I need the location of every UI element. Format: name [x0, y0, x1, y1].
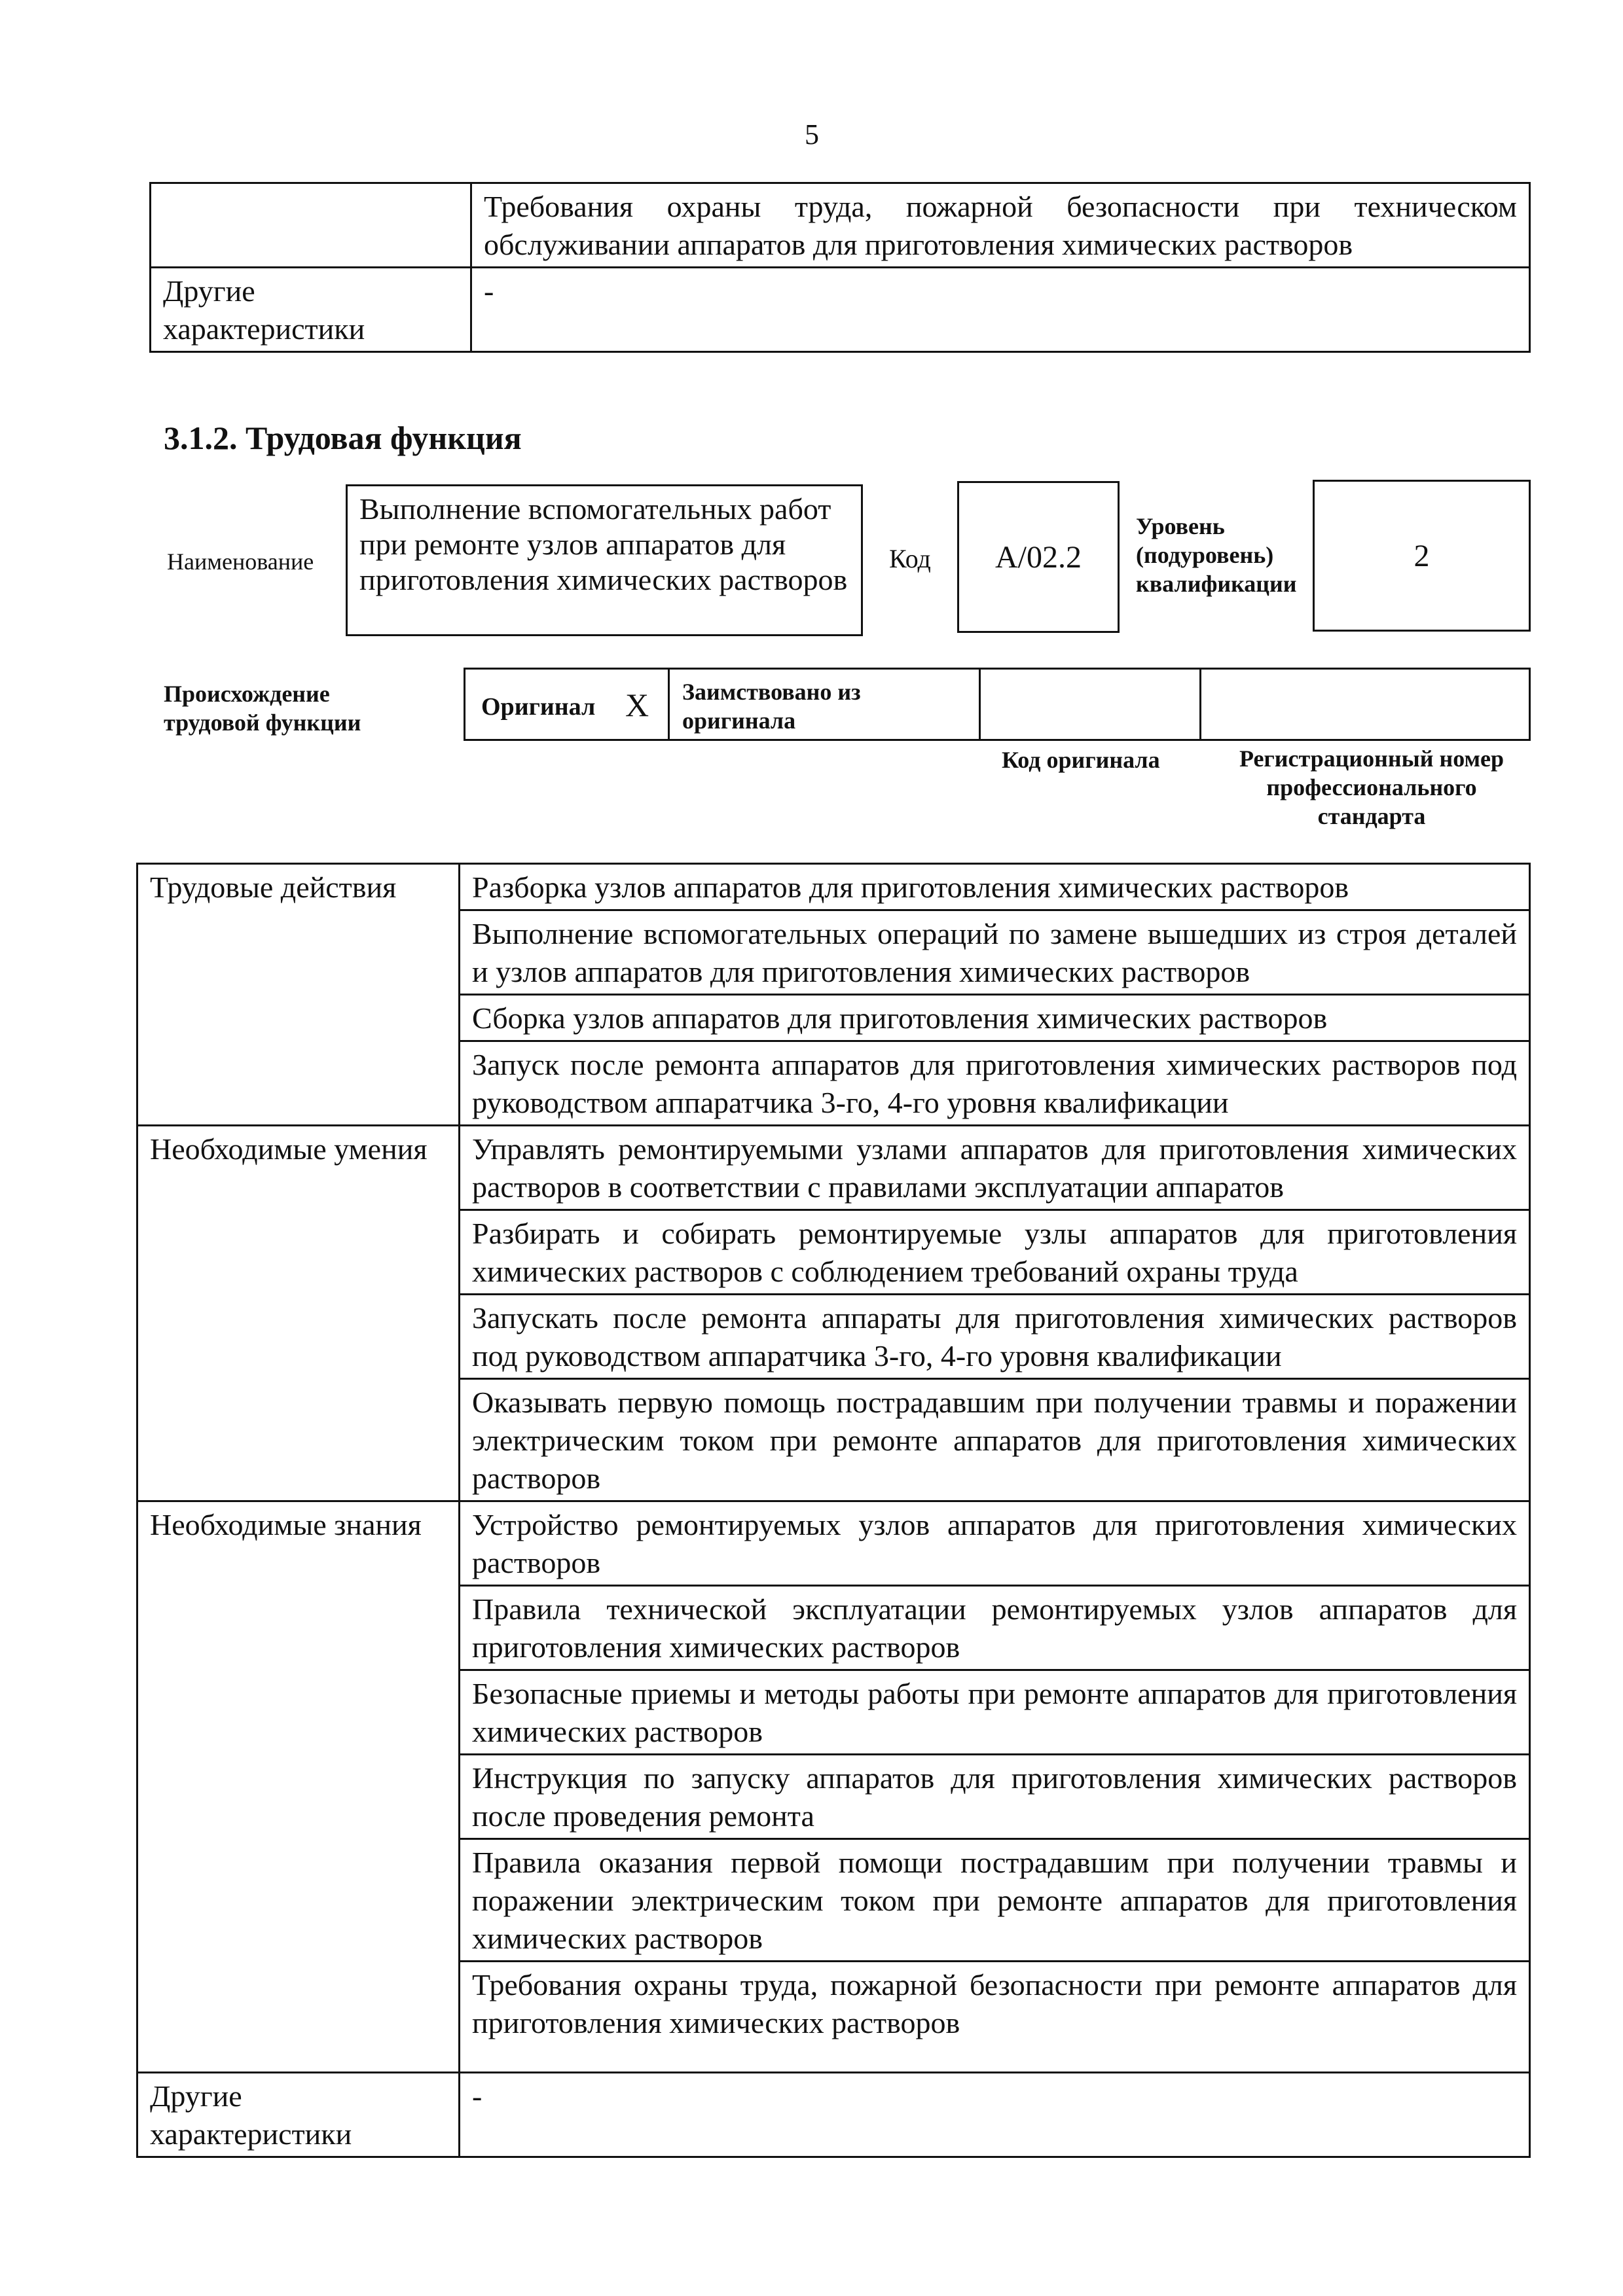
skill-item: Оказывать первую помощь пострадавшим при получении травмы и поражении электрическим током при ремонте аппаратов для приготовления химических растворов	[460, 1379, 1530, 1501]
knowledge-label: Необходимые знания	[137, 1501, 460, 2073]
knowledge-item: Безопасные приемы и методы работы при ремонте аппаратов для приготовления химических растворов	[460, 1670, 1530, 1755]
reg-number-caption: Регистрационный номер профессионального стандарта	[1239, 745, 1504, 829]
original-label: Оригинал	[481, 693, 596, 721]
main-table	[136, 863, 1531, 2158]
knowledge-item: Правила оказания первой помощи пострадавшим при получении травмы и поражении электрическим током при ремонте аппаратов для приготовления химических растворов	[460, 1839, 1530, 1962]
top-table-other-value: -	[471, 268, 1530, 352]
code-label: Код	[889, 544, 931, 573]
origin-divider-1	[668, 668, 670, 741]
origin-label: Происхождение трудовой функции	[164, 681, 361, 736]
origin-box	[464, 668, 1531, 741]
skill-item: Управлять ремонтируемыми узлами аппаратов для приготовления химических растворов в соответствии с правилами эксплуатации аппаратов	[460, 1126, 1530, 1210]
code-value: А/02.2	[995, 539, 1082, 575]
skill-item: Разбирать и собирать ремонтируемые узлы аппаратов для приготовления химических растворов с соблюдением требований охраны труда	[460, 1210, 1530, 1295]
action-item: Разборка узлов аппаратов для приготовления химических растворов	[460, 864, 1530, 910]
name-label: Наименование	[167, 548, 314, 575]
level-box	[1313, 480, 1531, 632]
code-box	[957, 481, 1120, 633]
other-value: -	[460, 2073, 1530, 2157]
action-item: Выполнение вспомогательных операций по замене вышедших из строя деталей и узлов аппаратов для приготовления химических растворов	[460, 910, 1530, 995]
code-original-caption: Код оригинала	[1002, 747, 1160, 773]
borrowed-label: Заимствовано из оригинала	[682, 679, 861, 734]
function-name-value: Выполнение вспомогательных работ при ремонте узлов аппаратов для приготовления химических растворов	[359, 492, 848, 596]
origin-divider-3	[1199, 668, 1201, 741]
original-mark: X	[625, 687, 649, 723]
top-table-empty-cell	[151, 183, 471, 268]
knowledge-item: Устройство ремонтируемых узлов аппаратов для приготовления химических растворов	[460, 1501, 1530, 1586]
top-table-requirement: Требования охраны труда, пожарной безопасности при техническом обслуживании аппаратов для приготовления химических растворов	[471, 183, 1530, 268]
knowledge-item: Инструкция по запуску аппаратов для приготовления химических растворов после проведения ремонта	[460, 1755, 1530, 1839]
action-item: Запуск после ремонта аппаратов для приготовления химических растворов под руководством аппаратчика 3-го, 4-го уровня квалификации	[460, 1041, 1530, 1126]
skills-label: Необходимые умения	[137, 1126, 460, 1501]
top-table	[149, 182, 1531, 353]
page-number: 5	[805, 118, 819, 151]
section-title: 3.1.2. Трудовая функция	[164, 420, 522, 456]
actions-label: Трудовые действия	[137, 864, 460, 1126]
knowledge-item: Требования охраны труда, пожарной безопасности при ремонте аппаратов для приготовления химических растворов	[460, 1962, 1530, 2073]
top-table-other-label: Другие характеристики	[151, 268, 471, 352]
knowledge-item: Правила технической эксплуатации ремонтируемых узлов аппаратов для приготовления химических растворов	[460, 1586, 1530, 1670]
origin-divider-2	[979, 668, 981, 741]
other-label: Другие характеристики	[137, 2073, 460, 2157]
level-label: Уровень (подуровень) квалификации	[1136, 513, 1297, 597]
action-item: Сборка узлов аппаратов для приготовления химических растворов	[460, 995, 1530, 1041]
function-name-box	[346, 484, 863, 636]
skill-item: Запускать после ремонта аппараты для приготовления химических растворов под руководством аппаратчика 3-го, 4-го уровня квалификации	[460, 1295, 1530, 1379]
level-value: 2	[1413, 538, 1430, 573]
